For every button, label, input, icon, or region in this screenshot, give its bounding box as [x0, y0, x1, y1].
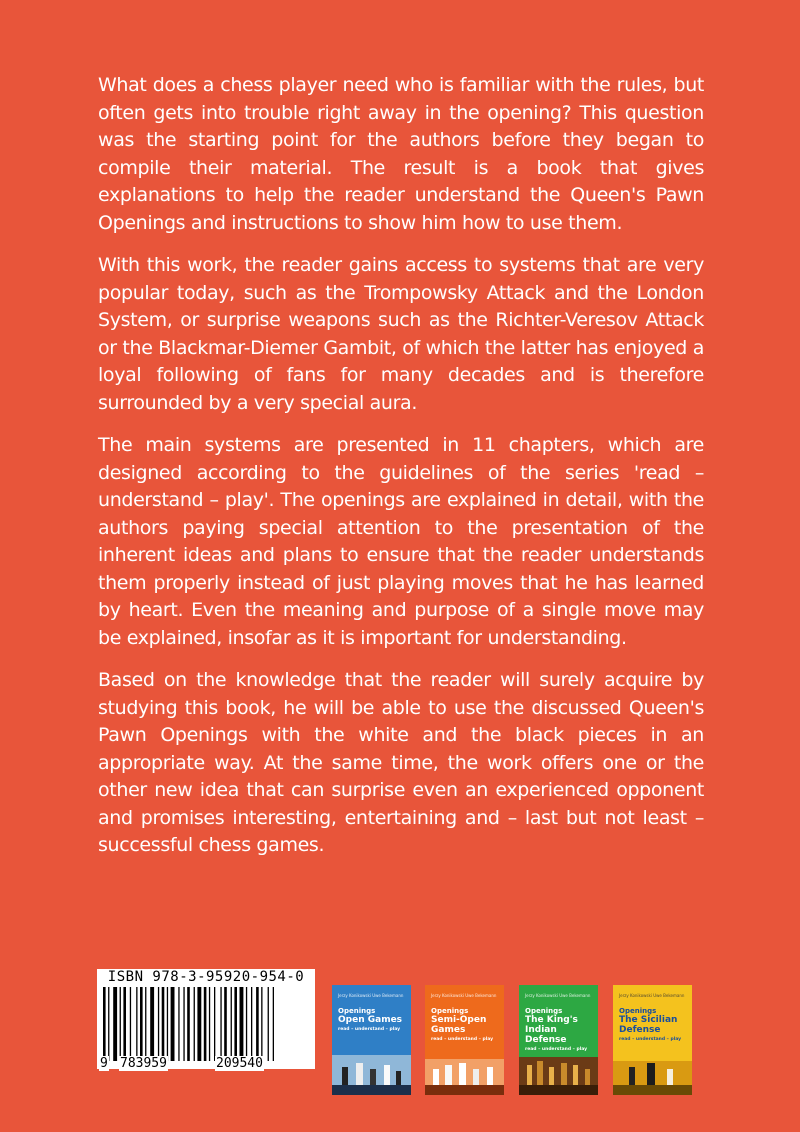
series-book-cover	[425, 985, 504, 1095]
barcode-bar	[140, 987, 143, 1061]
cover-artwork	[332, 985, 411, 1095]
isbn-label: ISBN 978-3-95920-954-0	[97, 969, 315, 985]
book-authors: Jerzy Konikowski Uwe Bekemann	[619, 993, 685, 998]
blurb-paragraph: With this work, the reader gains access to systems that are very popular today, such as the Trompowsky Attack and the London System, or surprise weapons such as the Richter-Veresov Attack or the Blackmar-Diemer Gambit, of which the latter has enjoyed a loyal following of fans for many decades and is therefore surrounded by a very special aura.	[98, 254, 704, 414]
book-tagline: read – understand – play	[431, 1037, 494, 1042]
barcode-bar	[113, 987, 117, 1061]
book-authors: Jerzy Konikowski Uwe Bekemann	[525, 993, 591, 998]
barcode-digits	[97, 1053, 315, 1071]
barcode-bar	[178, 987, 179, 1061]
series-book-cover	[332, 985, 411, 1095]
barcode-bar	[268, 987, 269, 1061]
book-title: The Sicilian Defense	[619, 1015, 678, 1035]
barcode-bar	[136, 987, 137, 1061]
barcode-bar	[209, 987, 210, 1061]
book-authors: Jerzy Konikowski Uwe Bekemann	[431, 993, 497, 998]
barcode-bar	[167, 987, 168, 1061]
barcode-bar	[183, 987, 184, 1061]
barcode-digit-first: 9	[100, 1056, 108, 1071]
barcode-bar	[273, 987, 274, 1061]
barcode-bar	[224, 987, 227, 1061]
blurb-paragraph: The main systems are presented in 11 chapters, which are designed according to the guidelines of the series 'read – understand – play'. The openings are explained in detail, with the authors paying special attention to the presentation of the inherent ideas and plans to ensure that the reader understands them properly instead of just playing moves that he has learned by heart. Even the meaning and purpose of a single move may be explained, insofar as it is important for understanding.	[98, 434, 704, 649]
book-title: Semi-Open Games	[431, 1015, 487, 1035]
barcode-bar	[197, 987, 201, 1061]
book-series-label: Openings	[525, 1007, 563, 1015]
barcode-bar	[158, 987, 159, 1061]
book-title: The King's Indian Defense	[525, 1015, 578, 1045]
barcode-bar	[220, 987, 221, 1061]
isbn-barcode	[97, 969, 315, 1071]
barcode-bar	[256, 987, 259, 1061]
barcode-digits-right: 209540	[216, 1056, 263, 1071]
barcode-bar	[231, 987, 232, 1061]
barcode-bar	[103, 987, 106, 1061]
book-series-label: Openings	[619, 1007, 657, 1015]
barcode-bar	[240, 987, 244, 1061]
book-series-label: Openings	[431, 1007, 469, 1015]
barcode-bar	[145, 987, 146, 1061]
barcode-bar	[246, 987, 247, 1061]
book-tagline: read – understand – play	[619, 1037, 682, 1042]
barcode-bar	[150, 987, 154, 1061]
blurb-paragraph: Based on the knowledge that the reader will surely acquire by studying this book, he will be able to use the discussed Queen's Pawn Openings with the white and the black pieces in an appropriate way. At the same time, the work offers one or the other new idea that can surprise even an experienced opponent and promises interesting, entertaining and – last but not least – successful chess games.	[98, 669, 704, 856]
barcode-bars	[101, 987, 311, 1061]
barcode-bar	[234, 987, 237, 1061]
barcode-bar	[194, 987, 195, 1061]
barcode-bar	[171, 987, 175, 1061]
barcode-bar	[123, 987, 126, 1061]
barcode-bar	[162, 987, 165, 1061]
barcode-bar	[214, 987, 215, 1061]
book-series-label: Openings	[338, 1007, 376, 1015]
barcode-bar	[251, 987, 252, 1061]
barcode-digits-left: 783959	[120, 1056, 167, 1071]
barcode-bar	[120, 987, 121, 1061]
series-book-cover	[519, 985, 598, 1095]
book-title: Open Games	[338, 1015, 403, 1025]
book-authors: Jerzy Konikowski Uwe Bekemann	[338, 993, 404, 998]
blurb-paragraph: What does a chess player need who is familiar with the rules, but often gets into trouble right away in the opening? This question was the starting point for the authors before they began to compile their material. The result is a book that gives explanations to help the reader understand the Queen's Pawn Openings and instructions to show him how to use them.	[98, 74, 704, 234]
barcode-bar	[130, 987, 131, 1061]
book-tagline: read – understand – play	[525, 1047, 588, 1052]
series-book-cover	[613, 985, 692, 1095]
barcode-bar	[204, 987, 207, 1061]
barcode-bar	[261, 987, 262, 1061]
barcode-bar	[108, 987, 109, 1061]
book-tagline: read – understand – play	[338, 1027, 401, 1032]
back-cover-blurb	[98, 72, 704, 875]
barcode-bar	[187, 987, 190, 1061]
